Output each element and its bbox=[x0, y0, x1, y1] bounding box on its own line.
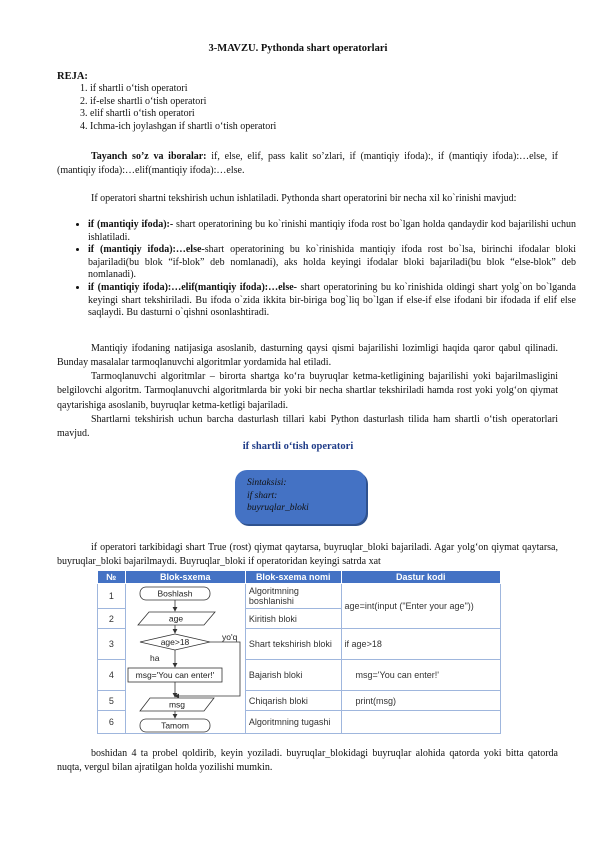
python-paragraph: Shartlarni tekshirish uchun barcha dasturlash tillari kabi Python dasturlash tilida ham shartli o‘tish operatorlari mavjud. bbox=[57, 414, 558, 439]
table-row: 6 Algoritmning tugashi bbox=[98, 711, 501, 734]
condition-label: age>18 bbox=[160, 637, 190, 647]
table-row: 2 Kiritish bloki bbox=[98, 609, 501, 629]
column-header: Blok-sxema nomi bbox=[245, 571, 341, 584]
decision-paragraph: Mantiqiy ifodaning natijasiga asoslanib, dasturning qaysi qismi bajarilishi lozimligi haqida qaror qabul qilinadi. Bunday masalalar tarmoqlanuvchi algoritmlar yordamida hal etiladi. bbox=[57, 343, 558, 368]
plan-list bbox=[72, 83, 276, 133]
no-branch-label: yo'q bbox=[222, 632, 238, 642]
intro-paragraph: If operatori shartni tekshirish uchun ishlatiladi. Pythonda shart operatorini bir necha xil ko`rinishi mavjud: bbox=[91, 193, 517, 204]
table-row: 1 Algoritmning boshlanishi age=int(input ("Enter your age")) bbox=[98, 584, 501, 609]
column-header: Dastur kodi bbox=[341, 571, 500, 584]
keywords-paragraph bbox=[57, 150, 558, 177]
plan-item: 4. Ichma-ich joylashgan if shartli o‘tish operatori bbox=[90, 121, 276, 134]
table-row: 5 Chiqarish bloki print(msg) bbox=[98, 691, 501, 711]
table-row: 4 Bajarish bloki msg='You can enter!' bbox=[98, 660, 501, 691]
syntax-line: if shart: bbox=[247, 490, 278, 501]
page-title: 3-MAVZU. Pythonda shart operatorlari bbox=[208, 43, 388, 54]
plan-heading: REJA: bbox=[57, 71, 88, 82]
plan-item: 3. elif shartli o‘tish operatori bbox=[90, 108, 276, 121]
syntax-box bbox=[235, 470, 366, 524]
branching-paragraph: Tarmoqlanuvchi algoritmlar – birorta shartga ko‘ra buyruqlar ketma-ketligining bajarilishi yoki bajarilmasligini belgilovchi algoritm. Tarmoqlanuvchi algoritmlarda bir yoki bir necha shartlar tekshiriladi hamda rost yoki yolg‘on qiymat qaytarishiga asoslanib, buyruqlar ketma-ketligi bajariladi. bbox=[57, 371, 558, 411]
end-label: Tamom bbox=[161, 720, 189, 731]
forms-item: • if (mantiqiy ifoda):…elif(mantiqiy ifoda):…else- shart operatorining bu ko`rinishida oldingi shart yolg`on bo`lganda keyingi shart tekshiriladi. Bu ifoda o`zida ikkita bir-biriga bog`liq bo`lgan if else-if else ifodani bir ifodada if elif else saqlaydi. Bu dasturni o`qishni osonlashtiradi. bbox=[88, 282, 576, 320]
output-label: msg bbox=[168, 699, 186, 710]
syntax-line: buyruqlar_bloki bbox=[247, 503, 309, 513]
column-header: Blok-sxema bbox=[125, 571, 245, 584]
forms-item: • if (mantiqiy ifoda):- shart operatorining bu ko`rinishi mantiqiy ifoda rost bo`lgan holda qandaydir kod bajarilishi uchun ishlatiladi. bbox=[88, 219, 576, 244]
plan-item: 1. if shartli o‘tish operatori bbox=[90, 83, 276, 96]
action-label: msg='You can enter!' bbox=[135, 670, 215, 680]
if-explanation-paragraph: if operatori tarkibidagi shart True (rost) qiymat qaytarsa, buyruqlar_bloki bajariladi. Agar yolg‘on qiymat qaytarsa, buyruqlar_bloki bajarilmaydi. Buyruqlar_bloki if operatoridan keyingi satrda xat bbox=[57, 542, 558, 567]
keywords-label: Tayanch so’z va iboralar: bbox=[91, 151, 207, 162]
yes-branch-label: ha bbox=[150, 653, 160, 663]
forms-list bbox=[70, 219, 576, 320]
closing-paragraph: boshidan 4 ta probel qoldirib, keyin yoziladi. buyruqlar_blokidagi buyruqlar alohida qatorda yoki bitta qatorda nuqta, vergul bilan ajratilgan holda yozilishi mumkin. bbox=[57, 748, 558, 773]
syntax-line: Sintaksisi: bbox=[247, 478, 287, 488]
forms-item: • if (mantiqiy ifoda):…else-shart operatorining bu ko`rinishida mantiqiy ifoda rost bo`lsa, birinchi ifodalar bloki bajariladi(bu blok “if-blok” deb nomlanadi), aks holda keyingi ifodalar bloki bajariladi(bu blok “else-blok” deb nomlanadi). bbox=[88, 244, 576, 282]
start-label: Boshlash bbox=[157, 588, 193, 599]
plan-item: 2. if-else shartli o‘tish operatori bbox=[90, 96, 276, 109]
table-row: 3 Shart tekshirish bloki if age>18 bbox=[98, 629, 501, 660]
column-header: № bbox=[98, 571, 126, 584]
input-label: age bbox=[168, 613, 184, 624]
keywords-text: if, else, elif, pass kalit so’zlari, if (mantiqiy ifoda):, if (mantiqiy ifoda):…else, if (mantiqiy ifoda):…elif(mantiqiy ifoda):…else. bbox=[57, 151, 558, 176]
section-heading: if shartli o‘tish operatori bbox=[242, 441, 354, 452]
flowchart bbox=[122, 581, 272, 737]
